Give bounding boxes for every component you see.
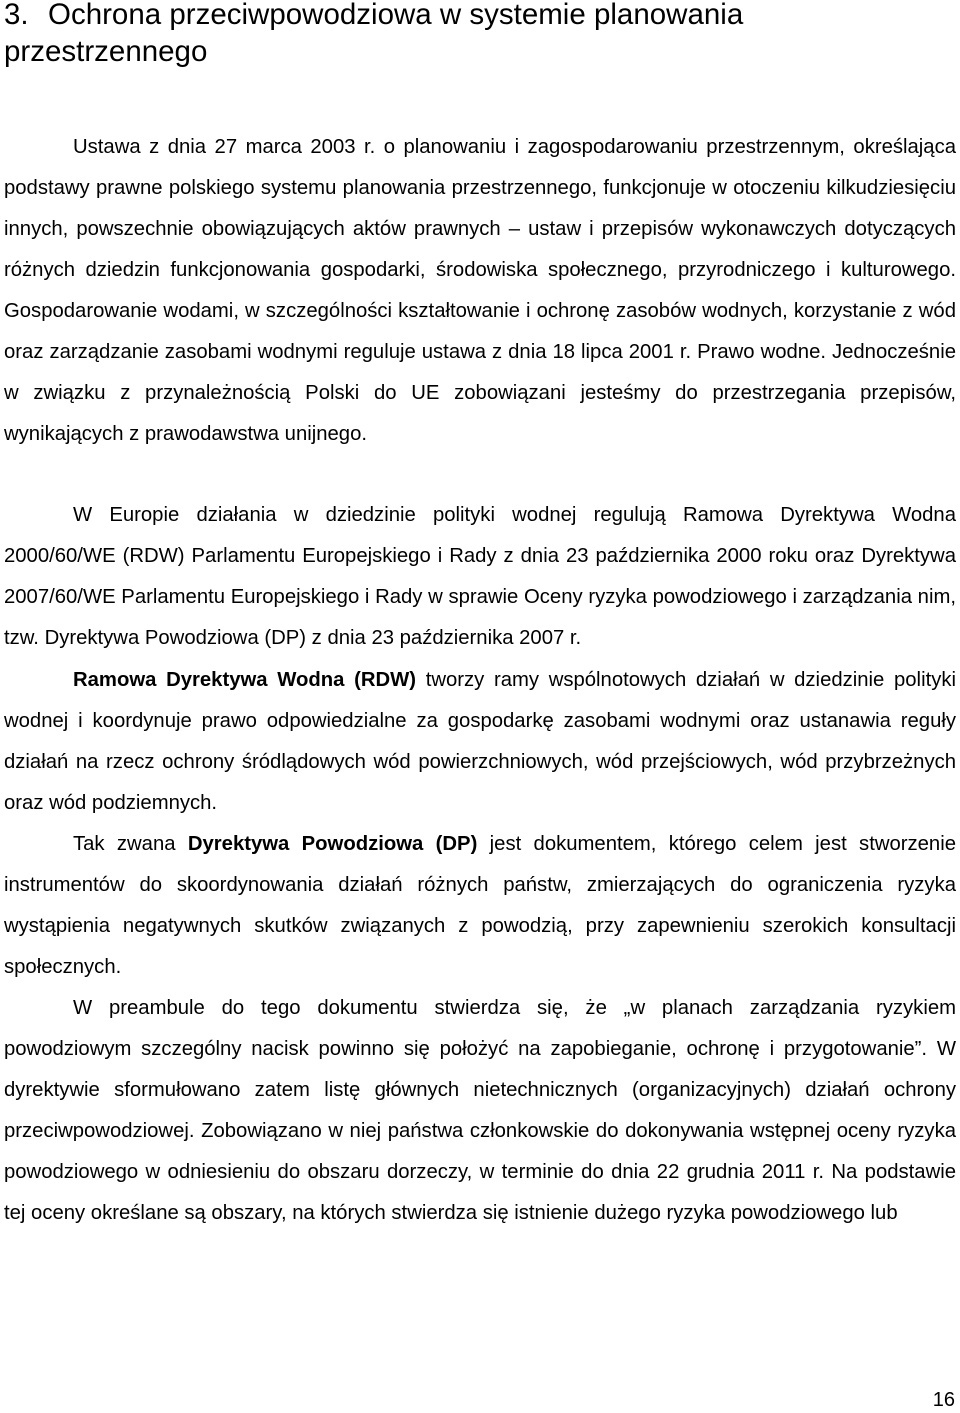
dp-term: Dyrektywa Powodziowa (DP) [187,833,478,855]
rdw-term: Ramowa Dyrektywa Wodna (RDW) [73,669,417,691]
rdw-description: tworzy ramy wspólnotowych działań w dziedzinie polityki wodnej i koordynuje prawo odpowiedzialne za gospodarkę zasobami wodnymi oraz ustanawia reguły działań na rzecz ochrony śródlądowych wód powierzchniowych, wód przejściowych, wód przybrzeżnych oraz wód podziemnych. [4,669,956,814]
dp-intro: Tak zwana [73,833,188,855]
section-number: 3. [4,0,29,31]
paragraph-preamble: W preambule do tego dokumentu stwierdza się, że „w planach zarządzania ryzykiem powodziowym szczególny nacisk powinno się położyć na zapobieganie, ochronę i przygotowanie”. W dyrektywie sformułowano zatem listę głównych nietechnicznych (organizacyjnych) działań ochrony przeciwpowodziowej. Zobowiązano w niej państwa członkowskie do dokonywania wstępnej oceny ryzyka powodziowego w odniesieniu do obszaru dorzeczy, w terminie do dnia 22 grudnia 2011 r. Na podstawie tej oceny określane są obszary, na których stwierdza się istnienie dużego ryzyka powodziowego lub [4,997,956,1224]
dp-description: jest dokumentem, którego celem jest stworzenie instrumentów do skoordynowania działań różnych państw, zmierzających do ograniczenia ryzyka wystąpienia negatywnych skutków związanych z powodzią, przy zapewnieniu szerokich konsultacji społecznych. [4,833,956,978]
paragraph-dp [4,824,956,988]
section-title: Ochrona przeciwpowodziowa w systemie planowania przestrzennego [4,0,744,68]
section-heading [4,0,924,70]
paragraph-rdw [4,660,956,824]
paragraph-ustawa: Ustawa z dnia 27 marca 2003 r. o planowaniu i zagospodarowaniu przestrzennym, określająca podstawy prawne polskiego systemu planowania przestrzennego, funkcjonuje w otoczeniu kilkudziesięciu innych, powszechnie obowiązujących aktów prawnych – ustaw i przepisów wykonawczych dotyczących różnych dziedzin funkcjonowania gospodarki, środowiska społecznego, przyrodniczego i kulturowego. Gospodarowanie wodami, w szczególności kształtowanie i ochronę zasobów wodnych, korzystanie z wód oraz zarządzanie zasobami wodnymi reguluje ustawa z dnia 18 lipca 2001 r. Prawo wodne. Jednocześnie w związku z przynależnością Polski do UE zobowiązani jesteśmy do przestrzegania przepisów, wynikających z prawodawstwa unijnego. [4,136,956,445]
page-number: 16 [932,1389,955,1411]
paragraph-europe: W Europie działania w dziedzinie polityki wodnej regulują Ramowa Dyrektywa Wodna 2000/60/WE (RDW) Parlamentu Europejskiego i Rady z dnia 23 października 2000 roku oraz Dyrektywa 2007/60/WE Parlamentu Europejskiego i Rady w sprawie Oceny ryzyka powodziowego i zarządzania nim, tzw. Dyrektywa Powodziowa (DP) z dnia 23 października 2007 r. [4,504,956,649]
body-text [4,127,956,1234]
